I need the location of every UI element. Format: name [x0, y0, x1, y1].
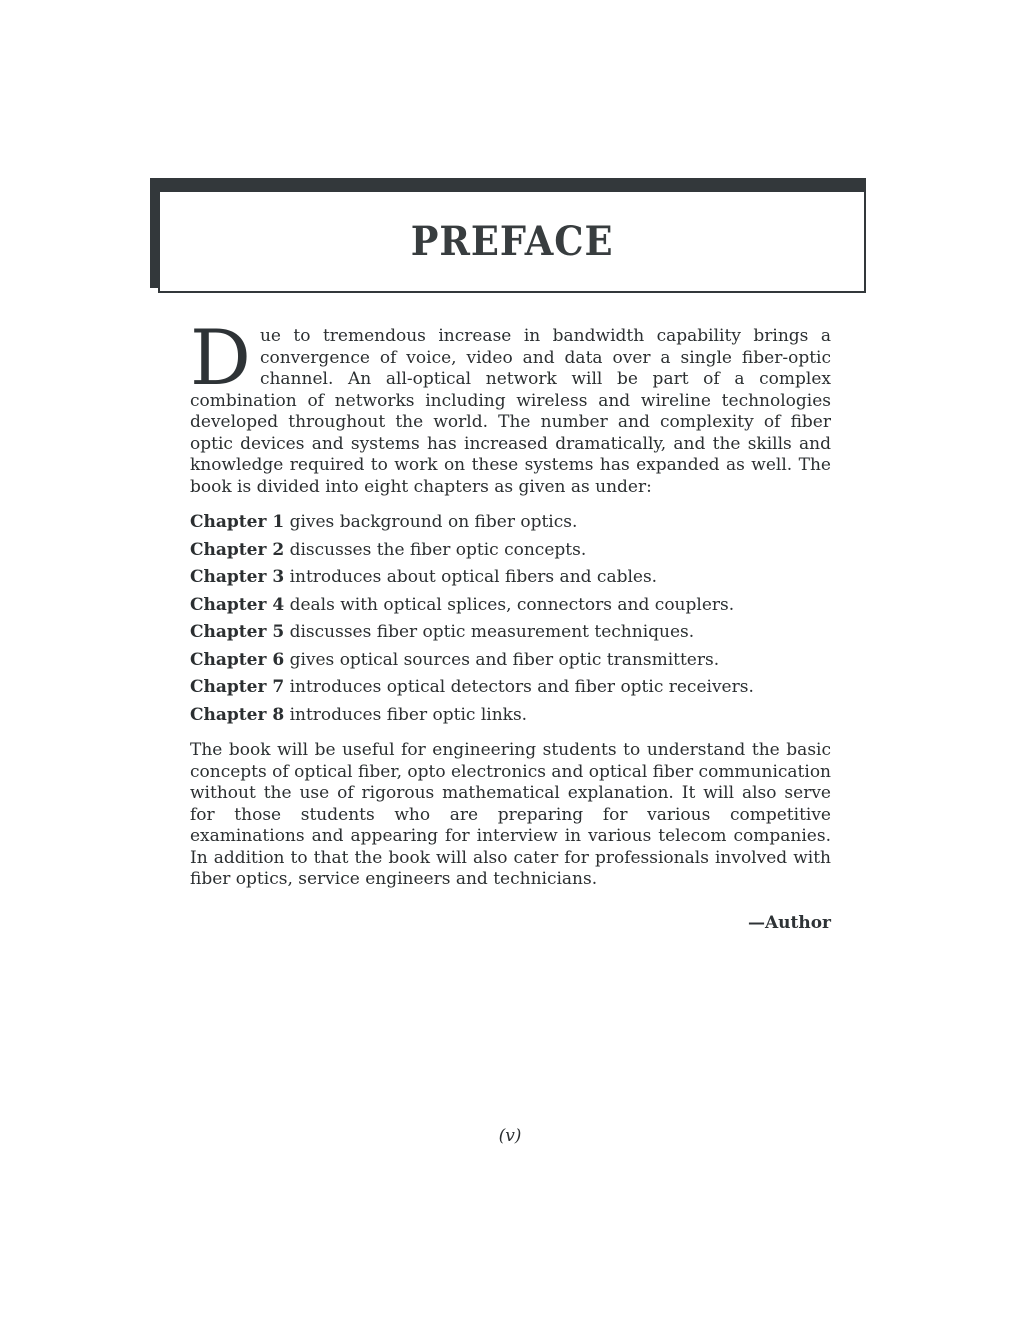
- chapter-description: introduces fiber optic links.: [289, 704, 528, 725]
- chapter-list-item: [190, 595, 831, 617]
- intro-text: ue to tremendous increase in bandwidth capability brings a convergence of voice, video and data over a single fiber-optic channel. An all-optical network will be part of a complex combination of networks including wireless and wireline technologies developed throughout the world. The number and complexity of fiber optic devices and systems has increased dramatically, and the skills and knowledge required to work on these systems has expanded as well. The book is divided into eight chapters as given as under:: [190, 326, 831, 497]
- preface-body: [190, 313, 831, 951]
- intro-paragraph: [190, 313, 831, 498]
- chapter-list-item: [190, 705, 831, 727]
- chapter-list-item: [190, 540, 831, 562]
- chapter-list-item: [190, 567, 831, 589]
- chapter-label: Chapter 7: [190, 677, 285, 697]
- chapter-description: deals with optical splices, connectors and couplers.: [289, 594, 735, 615]
- page-number: (v): [498, 1126, 522, 1146]
- chapter-list-item: [190, 512, 831, 534]
- chapter-label: Chapter 2: [190, 539, 285, 560]
- chapter-label: Chapter 4: [190, 594, 285, 615]
- chapter-label: Chapter 1: [190, 512, 285, 532]
- author-signature: —Author: [747, 912, 831, 933]
- chapter-label: Chapter 8: [190, 704, 285, 725]
- chapter-description: gives background on fiber optics.: [289, 512, 578, 532]
- chapter-description: gives optical sources and fiber optic transmitters.: [289, 649, 720, 670]
- page-title: PREFACE: [410, 218, 614, 265]
- title-banner-box: [158, 190, 866, 293]
- chapter-label: Chapter 5: [190, 622, 285, 642]
- chapter-description: discusses fiber optic measurement techniques.: [289, 622, 695, 642]
- drop-cap: D: [190, 313, 251, 402]
- chapter-description: introduces about optical fibers and cables.: [289, 567, 658, 587]
- chapter-description: discusses the fiber optic concepts.: [289, 539, 587, 560]
- chapter-list-item: [190, 650, 831, 672]
- chapter-list-item: [190, 677, 831, 699]
- chapter-description: introduces optical detectors and fiber optic receivers.: [289, 677, 754, 697]
- chapter-list: [190, 512, 831, 726]
- closing-paragraph: The book will be useful for engineering students to understand the basic concepts of optical fiber, opto electronics and optical fiber communication without the use of rigorous mathematical explanation. It will also serve for those students who are preparing for various competitive examinations and appearing for interview in various telecom companies. In addition to that the book will also cater for professionals involved with fiber optics, service engineers and technicians.: [190, 740, 831, 889]
- chapter-label: Chapter 6: [190, 649, 285, 670]
- chapter-list-item: [190, 622, 831, 644]
- chapter-label: Chapter 3: [190, 567, 285, 587]
- preface-title-banner: [150, 178, 872, 299]
